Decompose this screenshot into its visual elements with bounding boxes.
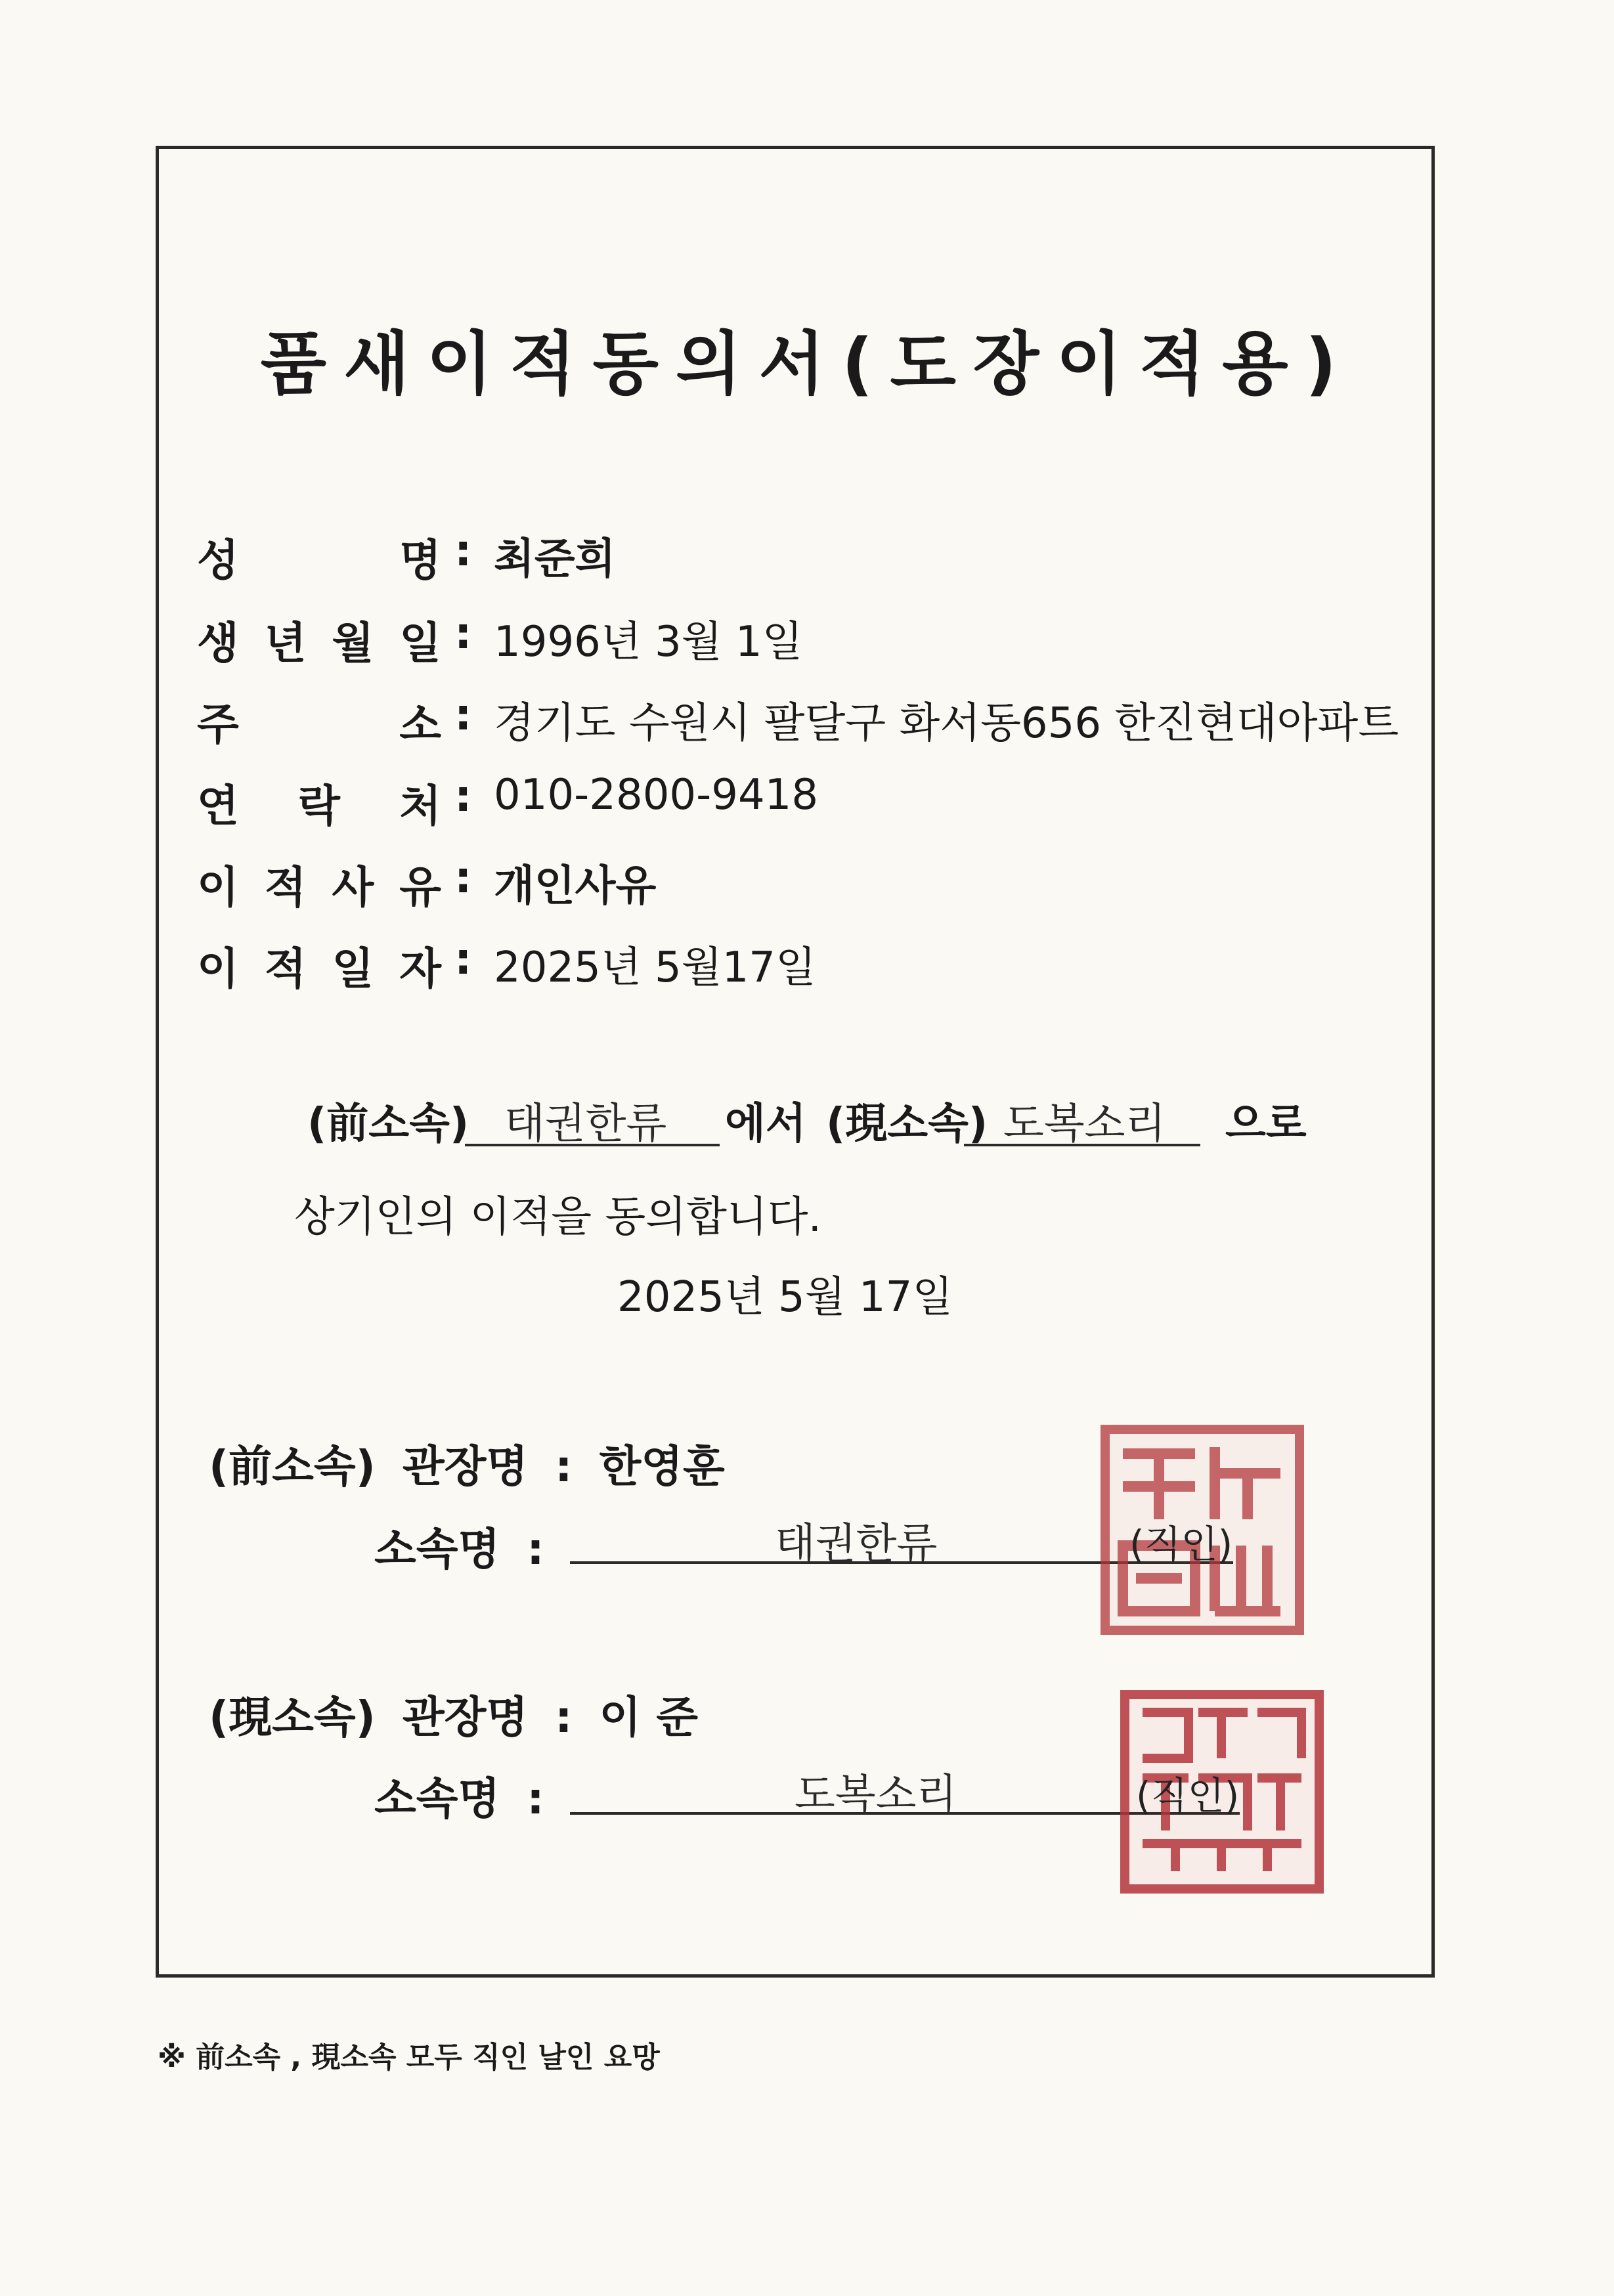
- field-name: [197, 525, 1431, 591]
- field-transfer-date-value: 2025년 5월17일: [494, 943, 816, 992]
- field-name-value: 최준희: [494, 535, 616, 584]
- colon: :: [454, 852, 472, 903]
- director-label: 관장명: [402, 1692, 529, 1743]
- club-label: 소속명: [374, 1773, 500, 1824]
- consent-date: 2025년 5월 17일: [617, 1273, 953, 1322]
- curr-club-row: [374, 1764, 556, 1826]
- field-transfer-reason: [197, 852, 1431, 918]
- prev-affiliation-label: (前소속): [209, 1441, 376, 1492]
- curr-director-name: 이 준: [599, 1692, 698, 1743]
- colon: :: [454, 525, 472, 576]
- from-word: 에서: [725, 1100, 806, 1148]
- colon: :: [527, 1773, 544, 1824]
- colon: :: [454, 689, 472, 740]
- field-birthdate-label: 생 년 월 일: [197, 618, 441, 668]
- field-contact-value: 010-2800-9418: [494, 771, 819, 819]
- footnote: ※ 前소속 , 現소속 모두 직인 날인 요망: [158, 2041, 660, 2074]
- curr-director-row: [209, 1682, 710, 1744]
- colon: :: [555, 1441, 573, 1492]
- field-address-label: 주 소: [197, 699, 441, 750]
- colon: :: [555, 1692, 573, 1743]
- prev-club-name-handwritten: 태권한류: [775, 1520, 938, 1569]
- field-transfer-date: [197, 934, 1431, 999]
- curr-seal-note: (직인): [1136, 1773, 1240, 1818]
- field-birthdate: [197, 608, 1431, 674]
- club-label: 소속명: [374, 1524, 500, 1574]
- colon: :: [454, 608, 472, 659]
- document-title: 품새이적동의서(도장이적용): [260, 324, 1354, 404]
- field-transfer-reason-value: 개인사유: [494, 862, 657, 911]
- curr-club-underline: [964, 1144, 1200, 1146]
- field-transfer-date-label: 이 적 일 자: [197, 943, 441, 994]
- colon: :: [454, 934, 472, 984]
- curr-affiliation-label: (現소속): [826, 1100, 988, 1148]
- field-contact-label: 연 락 처: [197, 781, 441, 831]
- prev-club-handwritten: 태권한류: [504, 1100, 667, 1148]
- curr-club-name-handwritten: 도복소리: [795, 1771, 957, 1819]
- field-address: [197, 689, 1431, 755]
- colon: :: [454, 771, 472, 821]
- field-address-value: 경기도 수원시 팔달구 화서동656 한진현대아파트: [494, 699, 1399, 748]
- director-label: 관장명: [402, 1441, 529, 1492]
- prev-club-underline: [465, 1144, 720, 1146]
- consent-text: 상기인의 이적을 동의합니다.: [294, 1193, 821, 1242]
- field-transfer-reason-label: 이 적 사 유: [197, 862, 441, 913]
- prev-director-row: [209, 1431, 737, 1494]
- field-birthdate-value: 1996년 3월 1일: [494, 618, 803, 666]
- field-contact: [197, 771, 1431, 836]
- prev-affiliation-label: (前소속): [307, 1100, 469, 1148]
- colon: :: [527, 1524, 544, 1574]
- field-name-label: 성 명: [197, 535, 441, 586]
- curr-club-handwritten: 도복소리: [1003, 1100, 1166, 1148]
- to-word: 으로: [1225, 1100, 1307, 1148]
- prev-director-name: 한영훈: [599, 1441, 725, 1492]
- curr-affiliation-label: (現소속): [209, 1692, 376, 1743]
- prev-club-row: [374, 1514, 556, 1576]
- prev-seal-note: (직인): [1129, 1522, 1233, 1567]
